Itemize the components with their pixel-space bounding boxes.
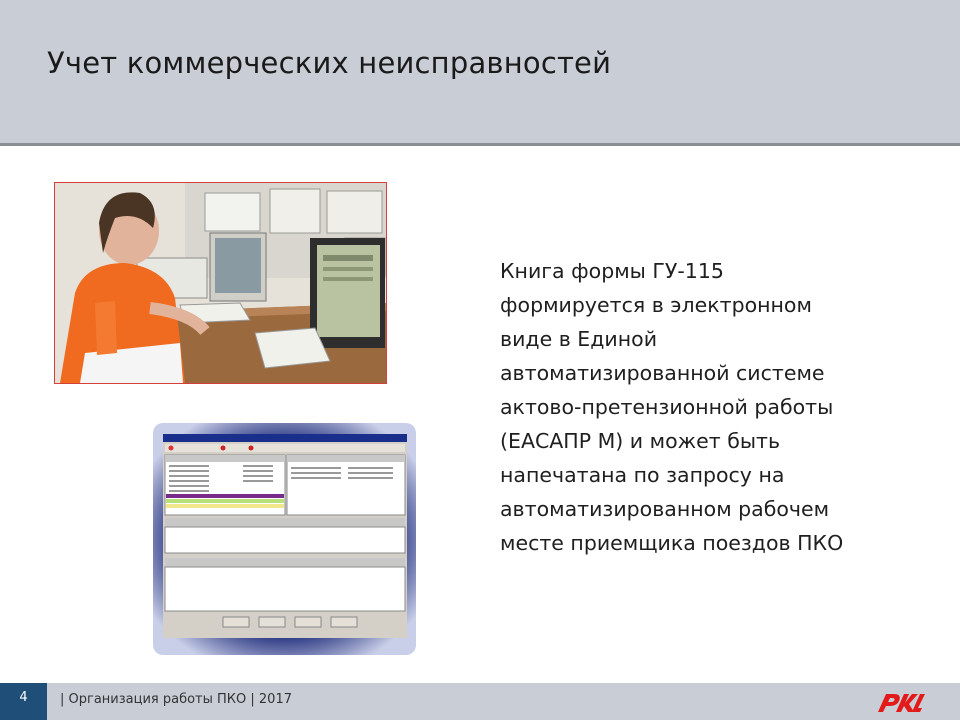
body-line: (ЕАСАПР М) и может быть [500,429,781,453]
body-line: автоматизированном рабочем [500,497,830,521]
body-text [500,254,920,560]
page-number: 4 [0,683,47,720]
body-line: Книга формы ГУ-115 [500,259,724,283]
rzd-logo [874,688,926,716]
software-window-screenshot [153,423,416,655]
slide-title: Учет коммерческих неисправностей [47,46,612,80]
body-line: напечатана по запросу на [500,463,785,487]
body-line: виде в Единой [500,327,658,351]
body-line: актово-претензионной работы [500,395,834,419]
photo-operator-at-workstation [54,182,387,384]
body-line: автоматизированной системе [500,361,825,385]
slide-header [0,0,960,146]
body-line: месте приемщика поездов ПКО [500,531,844,555]
body-line: формируется в электронном [500,293,812,317]
footer-text: | Организация работы ПКО | 2017 [60,692,292,707]
